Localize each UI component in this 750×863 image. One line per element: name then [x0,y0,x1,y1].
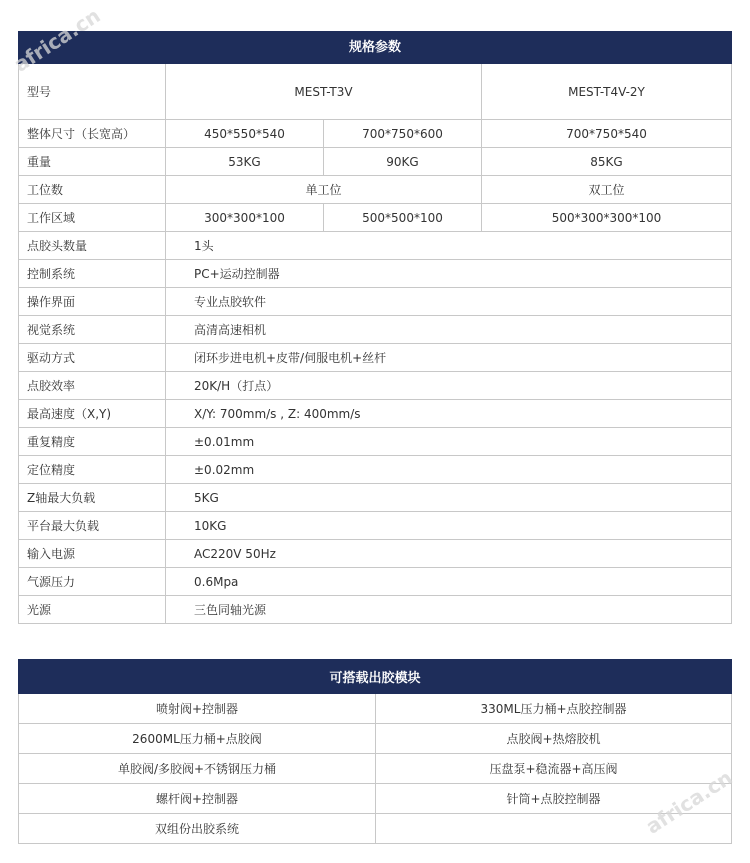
spec-row-value: 专业点胶软件 [166,288,732,316]
model-t3v: MEST-T3V [166,64,482,120]
module-cell: 330ML压力桶+点胶控制器 [376,694,732,724]
spec-row-label: 控制系统 [19,260,166,288]
stations-label: 工位数 [19,176,166,204]
weight-value: 53KG [166,148,324,176]
model-t4v: MEST-T4V-2Y [482,64,732,120]
module-cell: 单胶阀/多胶阀+不锈钢压力桶 [19,754,376,784]
spec-row-label: 最高速度（X,Y) [19,400,166,428]
modules-title: 可搭载出胶模块 [19,660,732,694]
spec-row-label: 气源压力 [19,568,166,596]
size-value: 700*750*540 [482,120,732,148]
watermark: africa.cn [641,765,737,839]
work-area-value: 300*300*100 [166,204,324,232]
spec-row-value: 20K/H（打点） [166,372,732,400]
size-label: 整体尺寸（长宽高） [19,120,166,148]
size-value: 700*750*600 [324,120,482,148]
spec-row-value: 闭环步进电机+皮带/伺服电机+丝杆 [166,344,732,372]
spec-row-value: PC+运动控制器 [166,260,732,288]
work-area-value: 500*300*300*100 [482,204,732,232]
spec-row-value: 0.6Mpa [166,568,732,596]
module-cell: 喷射阀+控制器 [19,694,376,724]
module-cell: 螺杆阀+控制器 [19,784,376,814]
model-label: 型号 [19,64,166,120]
spec-row-label: 平台最大负载 [19,512,166,540]
spec-row-value: AC220V 50Hz [166,540,732,568]
spec-row-value: X/Y: 700mm/s , Z: 400mm/s [166,400,732,428]
module-cell: 压盘泵+稳流器+高压阀 [376,754,732,784]
module-cell: 点胶阀+热熔胶机 [376,724,732,754]
spec-row-value: 三色同轴光源 [166,596,732,624]
work-area-value: 500*500*100 [324,204,482,232]
weight-value: 90KG [324,148,482,176]
work-area-label: 工作区域 [19,204,166,232]
module-cell: 双组份出胶系统 [19,814,376,844]
spec-row-label: 光源 [19,596,166,624]
spec-row-label: 点胶效率 [19,372,166,400]
spec-row-label: 输入电源 [19,540,166,568]
spec-row-label: Z轴最大负载 [19,484,166,512]
spec-row-value: ±0.01mm [166,428,732,456]
stations-value: 单工位 [166,176,482,204]
watermark: africa.cn [9,3,105,77]
spec-row-label: 重复精度 [19,428,166,456]
weight-label: 重量 [19,148,166,176]
module-cell [376,814,732,844]
spec-row-label: 驱动方式 [19,344,166,372]
spec-row-value: 1头 [166,232,732,260]
spec-row-label: 定位精度 [19,456,166,484]
spec-row-value: ±0.02mm [166,456,732,484]
weight-value: 85KG [482,148,732,176]
stations-value: 双工位 [482,176,732,204]
spec-row-label: 视觉系统 [19,316,166,344]
modules-table [18,659,732,844]
spec-table [18,31,732,624]
spec-row-value: 10KG [166,512,732,540]
spec-row-value: 高清高速相机 [166,316,732,344]
spec-title: 规格参数 [19,32,732,64]
spec-row-value: 5KG [166,484,732,512]
module-cell: 2600ML压力桶+点胶阀 [19,724,376,754]
module-cell: 针筒+点胶控制器 [376,784,732,814]
spec-row-label: 操作界面 [19,288,166,316]
spec-row-label: 点胶头数量 [19,232,166,260]
size-value: 450*550*540 [166,120,324,148]
